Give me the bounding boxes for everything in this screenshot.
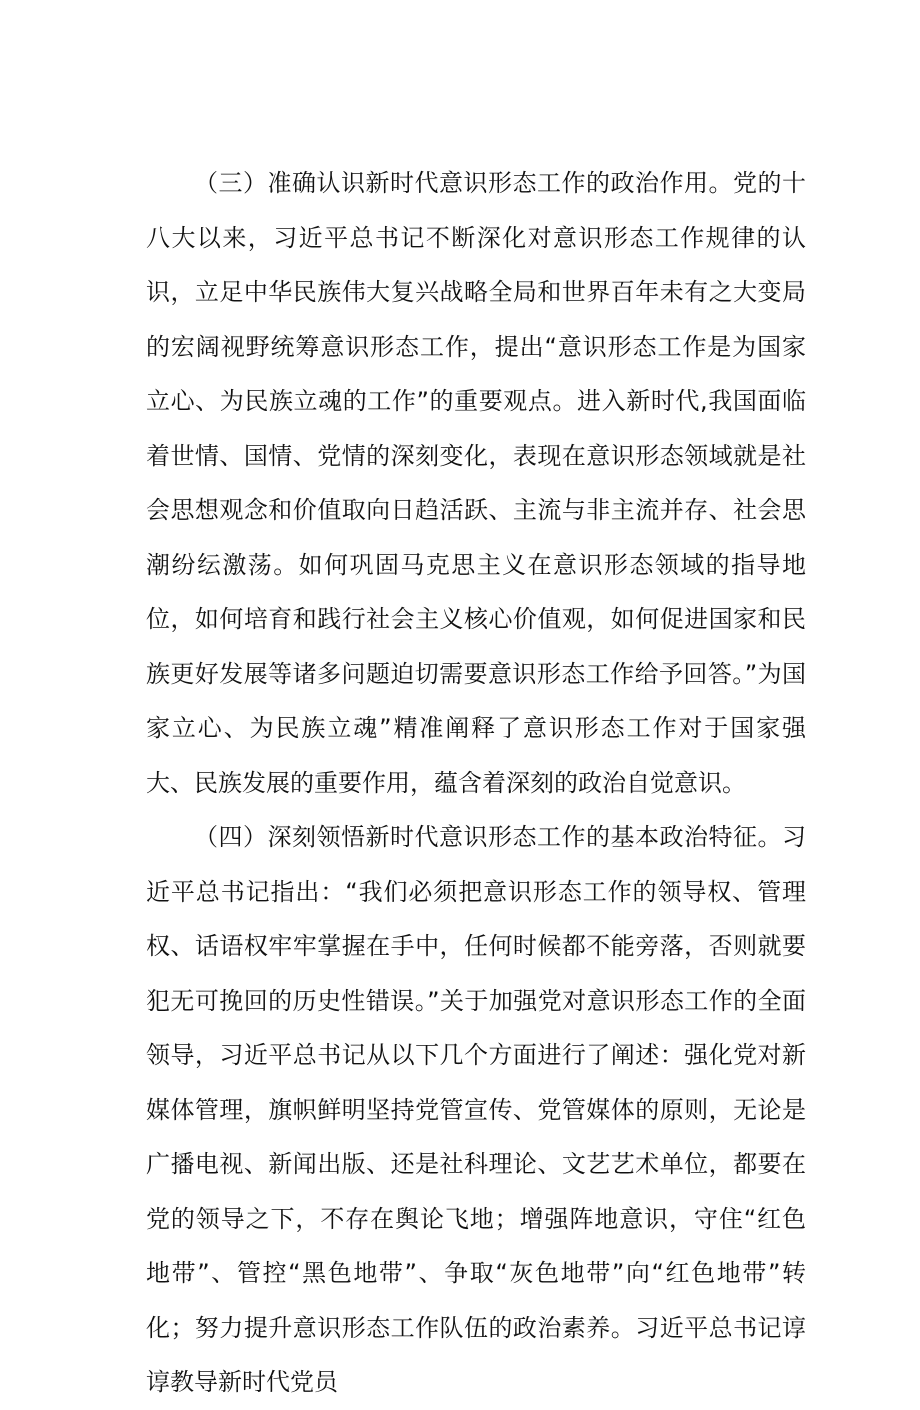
- paragraph-section-4: （四）深刻领悟新时代意识形态工作的基本政治特征。习近平总书记指出：“我们必须把意识形态工作的领导权、管理权、话语权牢牢掌握在手中，任何时候都不能旁落，否则就要犯无可挽回的历史性错误。”关于加强党对意识形态工作的全面领导，习近平总书记从以下几个方面进行了阐述：强化党对新媒体管理，旗帜鲜明坚持党管宣传、党管媒体的原则，无论是广播电视、新闻出版、还是社科理论、文艺艺术单位，都要在党的领导之下，不存在舆论飞地；增强阵地意识，守住“红色地带”、管控“黑色地带”、争取“灰色地带”向“红色地带”转化；努力提升意识形态工作队伍的政治素养。习近平总书记谆谆教导新时代党员: [146, 823, 806, 1396]
- document-body: [146, 156, 806, 1410]
- paragraph-section-3: （三）准确认识新时代意识形态工作的政治作用。党的十八大以来，习近平总书记不断深化对意识形态工作规律的认识，立足中华民族伟大复兴战略全局和世界百年未有之大变局的宏阔视野统筹意识形态工作，提出“意识形态工作是为国家立心、为民族立魂的工作”的重要观点。进入新时代,我国面临着世情、国情、党情的深刻变化，表现在意识形态领域就是社会思想观念和价值取向日趋活跃、主流与非主流并存、社会思潮纷纭激荡。如何巩固马克思主义在意识形态领域的指导地位，如何培育和践行社会主义核心价值观，如何促进国家和民族更好发展等诸多问题迫切需要意识形态工作给予回答。”为国家立心、为民族立魂”精准阐释了意识形态工作对于国家强大、民族发展的重要作用，蕴含着深刻的政治自觉意识。: [146, 169, 806, 797]
